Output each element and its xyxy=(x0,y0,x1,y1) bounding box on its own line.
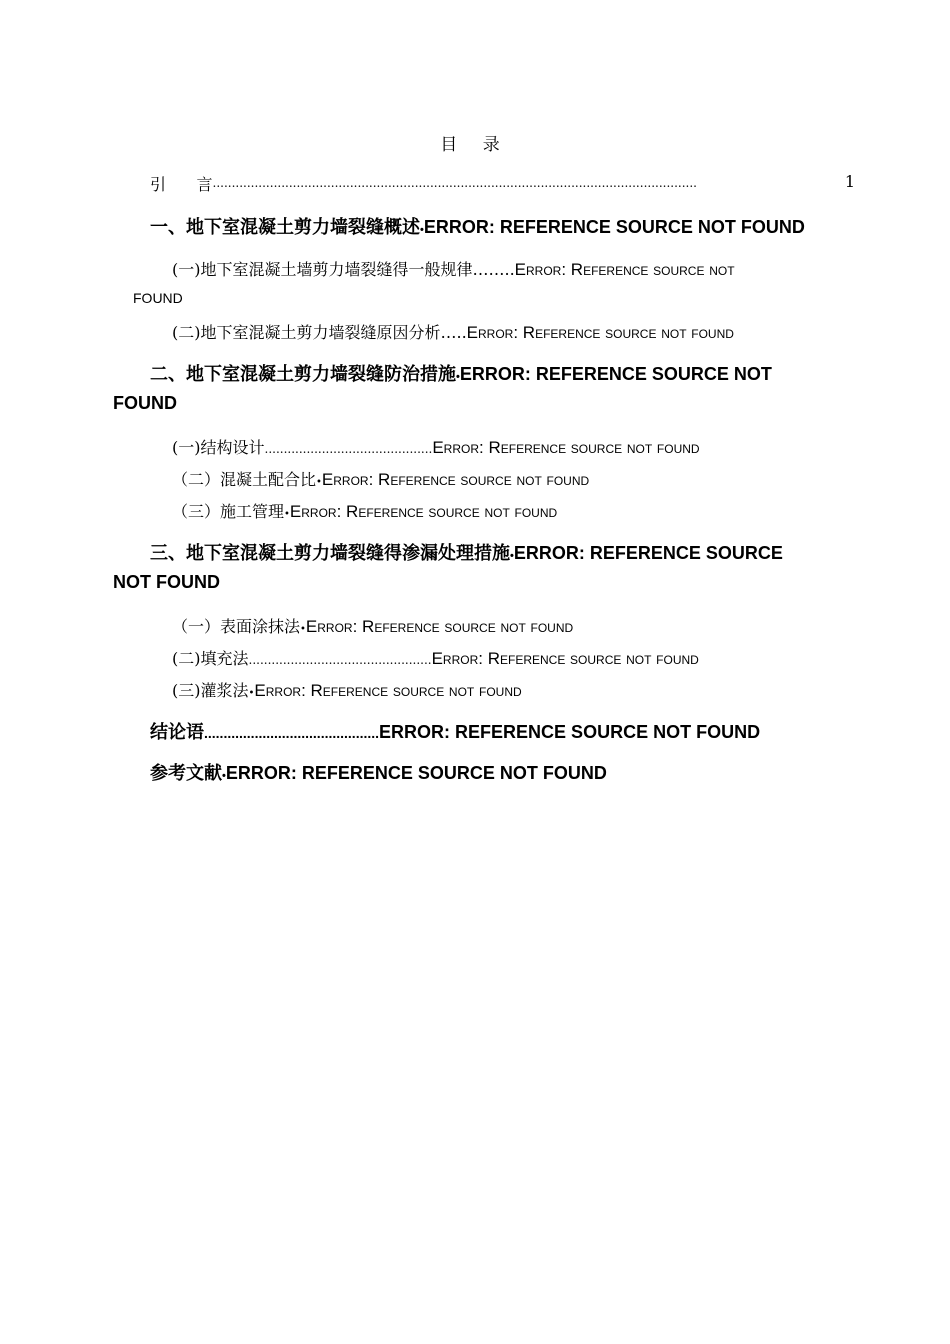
toc-separator: • xyxy=(284,509,290,520)
toc-leader-dots: ............................................ xyxy=(264,442,433,456)
toc-leader-dots: ................................................ xyxy=(248,653,432,667)
toc-entry-section-3[interactable] xyxy=(150,539,783,565)
toc-entry-conclusion[interactable] xyxy=(150,718,760,744)
toc-error-continuation: FOUND xyxy=(133,290,183,306)
toc-error-text: ERROR: REFERENCE SOURCE NOT FOUND xyxy=(423,217,805,237)
toc-entry-label: (二)地下室混凝土剪力墙裂缝原因分析….. xyxy=(172,323,467,342)
toc-entry-label: 一、地下室混凝土剪力墙裂缝概述 xyxy=(150,217,420,237)
toc-entry-label: 参考文献 xyxy=(150,763,222,783)
toc-separator: • xyxy=(300,624,306,635)
toc-entry-3-2[interactable] xyxy=(172,646,699,669)
toc-separator: • xyxy=(222,770,226,782)
toc-entry-2-2[interactable] xyxy=(172,467,589,490)
toc-entry-label: （一）表面涂抹法 xyxy=(172,617,301,636)
toc-separator: • xyxy=(420,224,424,236)
toc-leader-dots: ............................................................................................................................... xyxy=(212,176,697,190)
toc-entry-label: 三、地下室混凝土剪力墙裂缝得渗漏处理措施 xyxy=(150,543,510,563)
toc-entry-section-2[interactable] xyxy=(150,360,772,386)
toc-error-continuation: FOUND xyxy=(113,393,177,413)
toc-error-text: ERROR: REFERENCE SOURCE xyxy=(513,543,783,563)
toc-error-text: Error: Reference source not found xyxy=(466,323,734,342)
toc-separator: • xyxy=(456,371,460,383)
toc-title: 目 录 xyxy=(440,135,510,155)
toc-error-text: Error: Reference source not found xyxy=(254,681,522,700)
toc-entry-label: (三)灌浆法 xyxy=(172,681,249,700)
toc-error-continuation: NOT FOUND xyxy=(113,572,220,592)
toc-entry-label: （二）混凝土配合比 xyxy=(172,470,317,489)
toc-leader-dots: ............................................. xyxy=(204,725,380,741)
toc-entry-3-1[interactable] xyxy=(172,614,573,637)
toc-error-text: ERROR: REFERENCE SOURCE NOT FOUND xyxy=(379,722,761,742)
toc-entry-section-1[interactable] xyxy=(150,213,805,239)
toc-entry-2-3[interactable] xyxy=(172,499,557,522)
toc-error-text: Error: Reference source not found xyxy=(305,617,574,636)
toc-entry-label: （三）施工管理 xyxy=(172,502,285,521)
toc-entry-label: (二)填充法 xyxy=(172,649,249,668)
toc-entry-intro[interactable] xyxy=(150,172,855,195)
toc-entry-label: (一)地下室混凝土墙剪力墙裂缝得一般规律…….. xyxy=(172,260,515,279)
toc-error-text: Error: Reference source not found xyxy=(289,502,558,521)
toc-entry-2-1[interactable] xyxy=(172,435,700,458)
toc-separator: • xyxy=(248,688,255,699)
toc-separator: • xyxy=(316,477,322,488)
toc-entry-1-2[interactable] xyxy=(172,320,734,343)
toc-entry-label: 二、地下室混凝土剪力墙裂缝防治措施 xyxy=(150,364,456,384)
toc-entry-1-1[interactable] xyxy=(172,257,735,280)
toc-error-text: Error: Reference source not found xyxy=(431,649,699,668)
toc-error-text: Error: Reference source not found xyxy=(432,438,700,457)
toc-error-text: ERROR: REFERENCE SOURCE NOT FOUND xyxy=(225,763,607,783)
toc-entry-references[interactable] xyxy=(150,759,607,785)
toc-entry-label: 结论语 xyxy=(150,722,204,742)
toc-entry-label: (一)结构设计 xyxy=(172,438,265,457)
toc-entry-label: 引 言 xyxy=(150,175,213,194)
toc-page-number: 1 xyxy=(844,172,855,191)
toc-entry-3-3[interactable] xyxy=(172,678,522,701)
toc-error-text: Error: Reference source not xyxy=(514,260,735,279)
toc-separator: • xyxy=(510,550,514,562)
toc-error-text: Error: Reference source not found xyxy=(321,470,590,489)
toc-error-text: ERROR: REFERENCE SOURCE NOT xyxy=(459,364,772,384)
